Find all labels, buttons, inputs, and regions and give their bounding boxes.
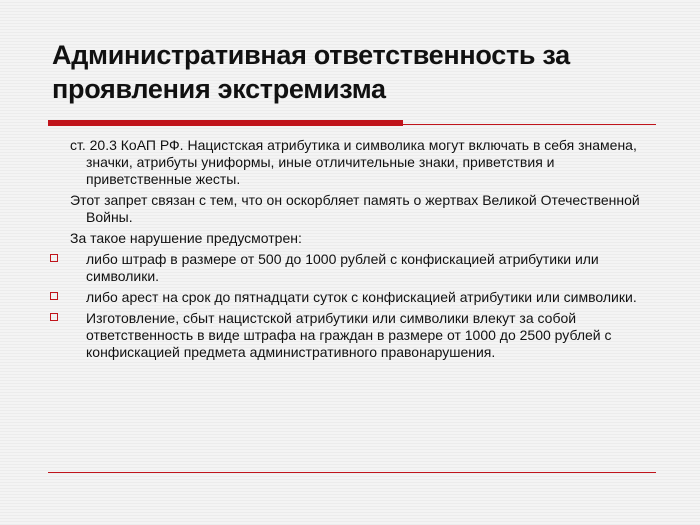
bullet-text-arrest: либо арест на срок до пятнадцати суток с конфискацией атрибутики или символики.	[86, 289, 637, 305]
hollow-square-bullet-icon	[50, 254, 58, 262]
list-item	[46, 310, 658, 361]
title-underline-thin	[403, 124, 656, 125]
hollow-square-bullet-icon	[50, 313, 58, 321]
slide-body	[46, 137, 658, 365]
bullet-text-manufacture: Изготовление, сбыт нацистской атрибутики или символики влекут за собой ответственность в виде штрафа на граждан в размере от 1000 до 2500 рублей с конфискацией предмета административного правонарушения.	[86, 310, 612, 360]
bullet-text-fine: либо штраф в размере от 500 до 1000 рублей с конфискацией атрибутики или символики.	[86, 251, 599, 284]
paragraph-reason: Этот запрет связан с тем, что он оскорбляет память о жертвах Великой Отечественной Войны.	[70, 192, 640, 225]
hollow-square-bullet-icon	[50, 292, 58, 300]
list-item	[46, 251, 658, 285]
slide-title: Административная ответственность за проявления экстремизма	[52, 40, 570, 104]
paragraph-article: ст. 20.3 КоАП РФ. Нацистская атрибутика и символика могут включать в себя знамена, значки, атрибуты униформы, иные отличительные знаки, приветствия и приветственные жесты.	[70, 137, 637, 187]
footer-divider	[48, 472, 656, 473]
paragraph-penalty-intro: За такое нарушение предусмотрен:	[70, 230, 302, 246]
title-underline-accent	[48, 120, 403, 126]
list-item	[46, 289, 658, 306]
